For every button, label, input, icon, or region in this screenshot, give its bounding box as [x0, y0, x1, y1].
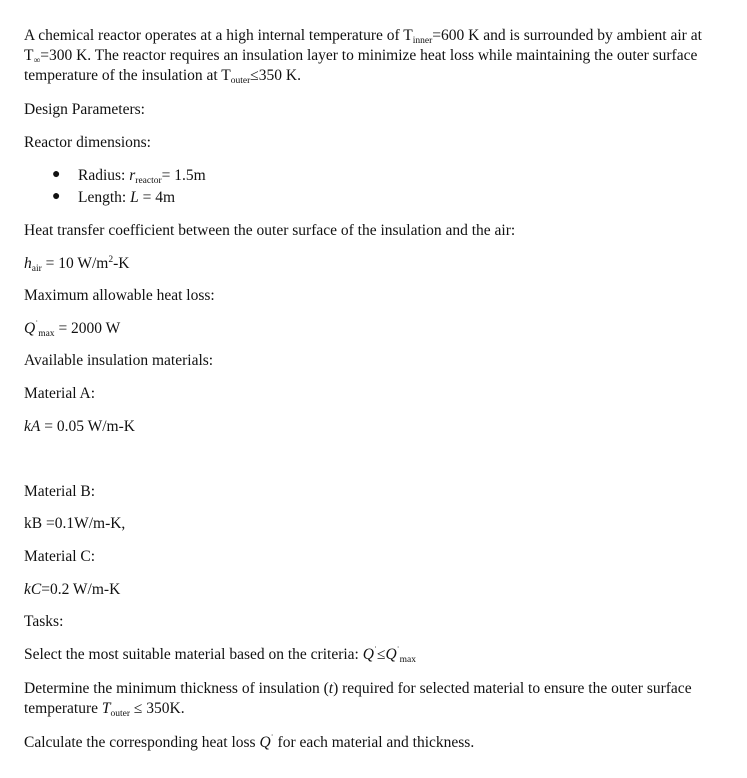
bullet-icon: ●	[52, 167, 61, 182]
htc-label: Heat transfer coefficient between the outer surface of the insulation and the air:	[24, 222, 516, 239]
design-parameters-heading: Design Parameters:	[24, 101, 145, 118]
material-a-equation: kA = 0.05 W/m-K	[24, 418, 135, 435]
bullet-icon: ●	[52, 189, 61, 204]
material-c-label: Material C:	[24, 548, 96, 565]
radius-item: Radius: $r_{reactor}= 1.5m$	[78, 167, 206, 186]
materials-label: Available insulation materials:	[24, 352, 214, 369]
htc-equation: $h_{air} = 10$ $W/m^2-K$	[24, 255, 130, 274]
intro-paragraph: A chemical reactor operates at a high internal temperature of $T_{inner}=600$ K and is surrounded by ambient air at $T_\infty=300$ K. The reactor requires an insulation layer to minimize heat loss while maintaining the outer surface temperature of the insulation at $T_{outer}\le 350$ K.	[24, 27, 702, 86]
tasks-heading: Tasks:	[24, 613, 64, 630]
task-3: Calculate the corresponding heat loss Q˙ for each material and thickness.	[24, 733, 475, 751]
task-2: Determine the minimum thickness of insulation (t) required for selected material to ensure the outer surface temperature $T_{outer} \le 350K$.	[24, 680, 692, 719]
length-item: Length: L = 4m	[78, 189, 176, 206]
material-c-equation: kC=0.2 W/m-K	[24, 581, 121, 598]
max-loss-label: Maximum allowable heat loss:	[24, 287, 215, 304]
task-1: Select the most suitable material based on the criteria: $Q^˙\le Q^˙_{max}$	[24, 645, 417, 665]
material-a-label: Material A:	[24, 385, 96, 402]
material-b-label: Material B:	[24, 483, 96, 500]
reactor-dimensions-heading: Reactor dimensions:	[24, 134, 151, 151]
max-loss-equation: $Q^˙_{max} = 2000$ W	[24, 319, 121, 339]
material-b-equation: kB =0.1W/m-K,	[24, 515, 126, 532]
